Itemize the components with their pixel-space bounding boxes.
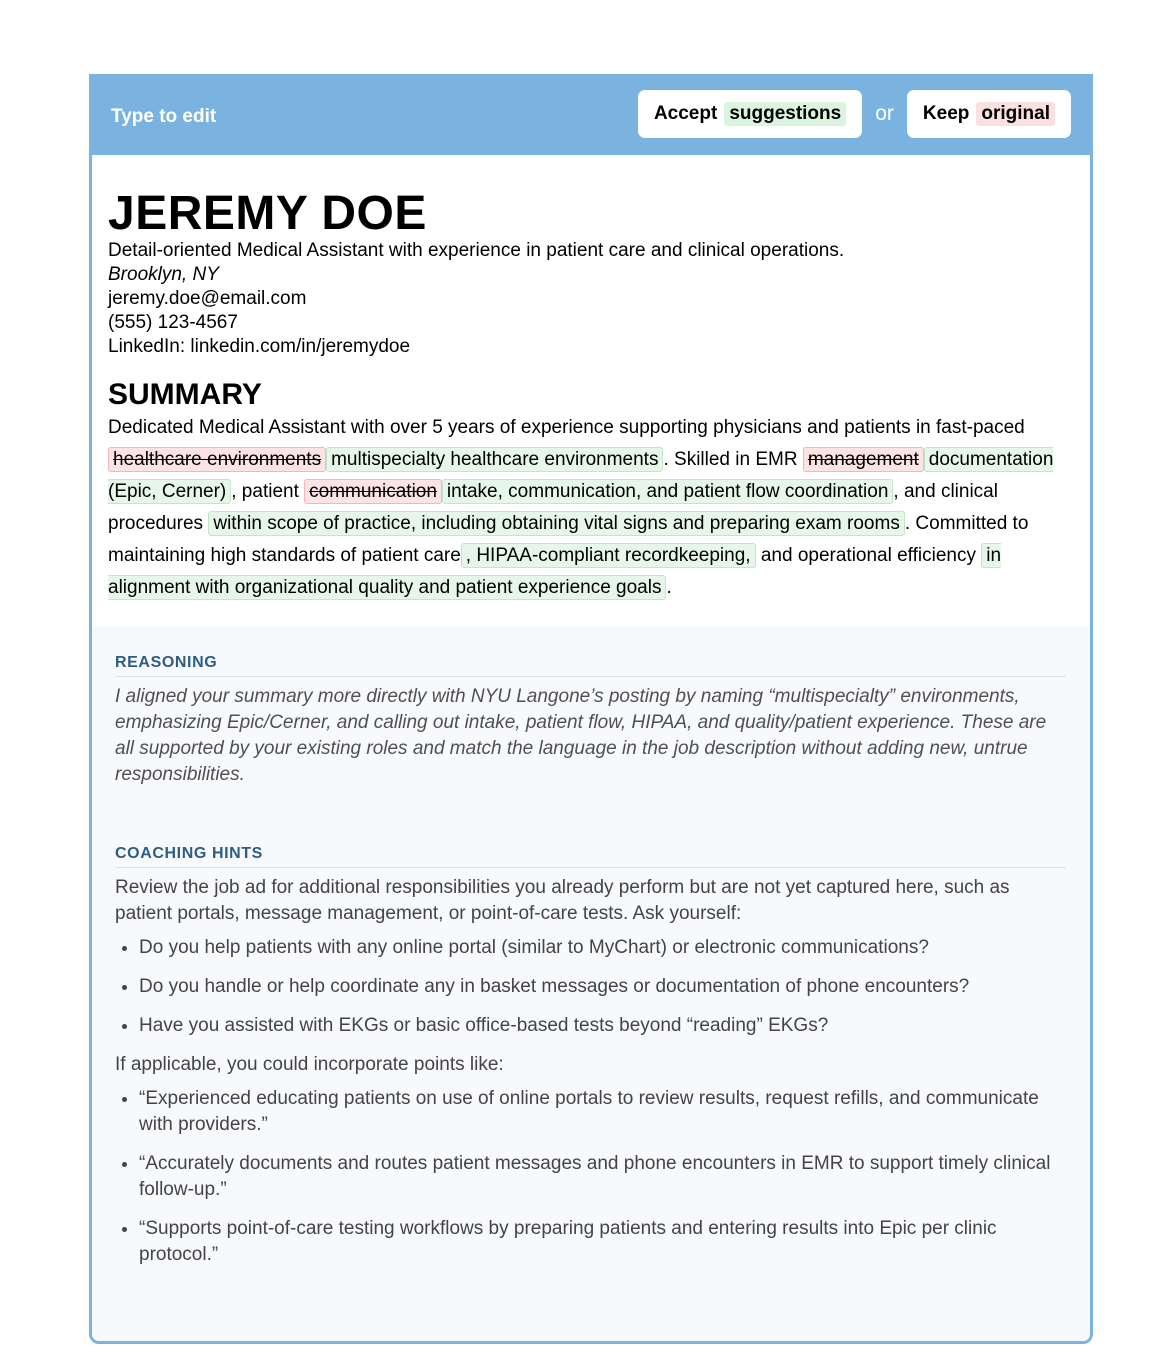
summary-text: . xyxy=(666,577,672,598)
keep-highlight: original xyxy=(976,102,1055,126)
list-item: • Do you handle or help coordinate any in basket messages or documentation of phone encounters? xyxy=(139,974,1066,1000)
deletion-suggestion[interactable]: healthcare environments xyxy=(108,447,326,472)
editor-toolbar xyxy=(92,77,1090,155)
resume-email[interactable]: jeremy.doe@email.com xyxy=(108,288,307,309)
accept-label: Accept xyxy=(653,103,718,124)
summary-text: , and clinical procedures xyxy=(108,481,998,534)
toolbar-actions xyxy=(638,90,1071,138)
summary-paragraph[interactable] xyxy=(108,412,1074,604)
deletion-suggestion[interactable]: communication xyxy=(304,479,442,504)
resume-linkedin[interactable]: LinkedIn: linkedin.com/in/jeremydoe xyxy=(108,336,411,357)
insertion-suggestion[interactable]: multispecialty healthcare environments xyxy=(326,447,663,472)
accept-highlight: suggestions xyxy=(724,102,846,126)
insertion-suggestion[interactable]: intake, communication, and patient flow coordination xyxy=(442,479,893,504)
feedback-panel xyxy=(92,626,1090,1344)
summary-text: . Skilled in EMR xyxy=(663,449,803,470)
summary-text: . Committed to maintaining high standards of patient care xyxy=(108,513,1029,566)
reasoning-text: I aligned your summary more directly with NYU Langone’s posting by naming “multispecialty” environments, emphasizing Epic/Cerner, and calling out intake, patient flow, HIPAA, and quality/patient experience. These are all supported by your existing roles and match the language in the job description without adding new, untrue responsibilities. xyxy=(115,686,1047,785)
points-intro: If applicable, you could incorporate points like: xyxy=(115,1054,504,1075)
summary-text: and operational efficiency xyxy=(755,545,982,566)
insertion-suggestion[interactable]: within scope of practice, including obtaining vital signs and preparing exam rooms xyxy=(208,511,905,536)
summary-text: , patient xyxy=(231,481,305,502)
accept-suggestions-button[interactable] xyxy=(638,90,862,138)
suggested-points xyxy=(115,1086,1066,1268)
coaching-intro: Review the job ad for additional responsibilities you already perform but are not yet captured here, such as patient portals, message management, or point-of-care tests. Ask yourself: xyxy=(115,877,1010,924)
reasoning-heading: REASONING xyxy=(115,654,1066,677)
resume-content[interactable] xyxy=(92,155,1090,626)
type-to-edit-hint: Type to edit xyxy=(111,106,217,127)
summary-title[interactable]: SUMMARY xyxy=(108,378,262,411)
list-item: • “Accurately documents and routes patient messages and phone encounters in EMR to support timely clinical follow-up.” xyxy=(139,1151,1066,1203)
list-item: • “Experienced educating patients on use of online portals to review results, request refills, and communicate with providers.” xyxy=(139,1086,1066,1138)
resume-name[interactable]: JEREMY DOE xyxy=(108,187,427,240)
resume-tagline[interactable]: Detail-oriented Medical Assistant with experience in patient care and clinical operations. xyxy=(108,240,845,261)
coaching-questions xyxy=(115,935,1066,1039)
resume-phone[interactable]: (555) 123-4567 xyxy=(108,312,238,333)
or-separator: or xyxy=(875,102,894,125)
coaching-section xyxy=(115,845,1066,1268)
list-item: • Have you assisted with EKGs or basic office-based tests beyond “reading” EKGs? xyxy=(139,1013,1066,1039)
keep-original-button[interactable] xyxy=(907,90,1071,138)
resume-editor xyxy=(89,74,1093,1344)
resume-location[interactable]: Brooklyn, NY xyxy=(108,264,219,285)
summary-text: Dedicated Medical Assistant with over 5 years of experience supporting physicians and patients in fast-paced xyxy=(108,417,1025,438)
coaching-heading: COACHING HINTS xyxy=(115,845,1066,868)
keep-label: Keep xyxy=(922,103,970,124)
deletion-suggestion[interactable]: management xyxy=(803,447,924,472)
list-item: • “Supports point-of-care testing workflows by preparing patients and entering results into Epic per clinic protocol.” xyxy=(139,1216,1066,1268)
insertion-suggestion[interactable]: in alignment with organizational quality and patient experience goals xyxy=(108,545,1002,598)
list-item: • Do you help patients with any online portal (similar to MyChart) or electronic communications? xyxy=(139,935,1066,961)
insertion-suggestion[interactable]: documentation (Epic, Cerner) xyxy=(108,449,1054,502)
insertion-suggestion[interactable]: , HIPAA-compliant recordkeeping, xyxy=(461,543,756,568)
